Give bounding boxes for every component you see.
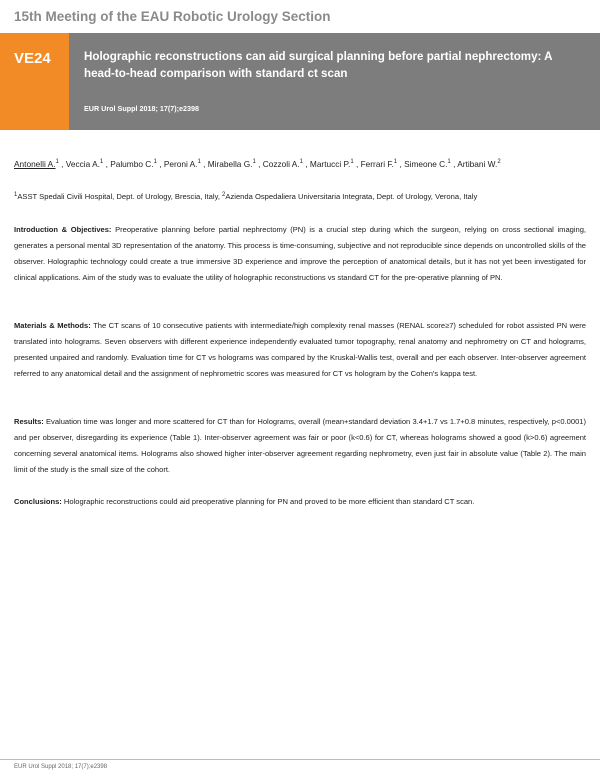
author-name: Mirabella G.	[207, 159, 253, 169]
author-affiliation-marker: 2	[497, 159, 501, 165]
author-affiliation-marker: 1	[447, 159, 451, 165]
affiliation-number: 1	[14, 192, 18, 198]
abstract-code-box	[0, 33, 69, 130]
author-affiliation-marker: 1	[299, 159, 303, 165]
section-heading: Introduction & Objectives:	[14, 225, 112, 234]
author-list: Antonelli A.$^1$ , Veccia A.$^1$ , Palumbo C.$^1$ , Peroni A.$^1$ , Mirabella G.$^1$ , Cozzoli A.$^1$ , Martucci P.$^1$ , Ferrari F.$^1$ , Simeone C.$^1$ , Artibani W.$^2$	[14, 159, 501, 169]
affiliation-list	[14, 192, 589, 201]
section-heading: Results:	[14, 417, 44, 426]
meeting-title: 15th Meeting of the EAU Robotic Urology Section	[14, 9, 331, 24]
affiliation-text: ASST Spedali Civili Hospital, Dept. of Urology, Brescia, Italy,	[17, 192, 223, 201]
section-body: Holographic reconstructions could aid preoperative planning for PN and proved to be more efficient than standard CT scan.	[63, 497, 475, 506]
author-affiliation-marker: 1	[197, 159, 201, 165]
footer-journal-reference: EUR Urol Suppl 2018; 17(7);e2398	[14, 764, 108, 770]
author-affiliation-marker: 1	[350, 159, 354, 165]
author-name: Artibani W.	[457, 159, 498, 169]
author-name: Martucci P.	[309, 159, 351, 169]
affiliation-text: Azienda Ospedaliera Universitaria Integrata, Dept. of Urology, Verona, Italy	[225, 192, 478, 201]
author-affiliation-marker: 1	[55, 159, 59, 165]
author-affiliation-marker: 1	[153, 159, 157, 165]
section-heading: Materials & Methods:	[14, 321, 91, 330]
section-results	[14, 414, 586, 478]
author-name: Peroni A.	[163, 159, 198, 169]
abstract-code: VE24	[14, 50, 51, 67]
author-name: Simeone C.	[404, 159, 448, 169]
section-conclusions	[14, 494, 586, 510]
author-name: Veccia A.	[65, 159, 100, 169]
section-introduction	[14, 222, 586, 286]
section-body: The CT scans of 10 consecutive patients with intermediate/high complexity renal masses (RENAL score≥7) scheduled for robot assisted PN were translated into holograms. Seven observers with different experience independently evaluated tumor topography, renal anatomy and nephrometry on CT and holograms, presented unpaired and randomly. Evaluation time for CT vs holograms was compared by the Kruskal-Wallis test, overall and per each observer. Inter-observer agreement referred to any anatomical detail and the assignment of nephrometric scores was measured for CT vs hologram by the Cohen's kappa test.	[14, 321, 586, 378]
affiliation-number: 2	[222, 192, 226, 198]
footer-divider	[0, 759, 600, 760]
author-affiliation-marker: 1	[252, 159, 256, 165]
author-affiliation-marker: 1	[99, 159, 104, 165]
author-affiliation-marker: 1	[393, 159, 398, 165]
section-methods	[14, 318, 586, 382]
abstract-header	[0, 33, 600, 130]
author-name: Ferrari F.	[360, 159, 394, 169]
section-body: Evaluation time was longer and more scattered for CT than for Holograms, overall (mean+standard deviation 3.4+1.7 vs 1.7+0.8 minutes, respectively, p<0.0001) and per observer, disregarding its experience (Table 1). Inter-observer agreement was fair or poor (k<0.6) for CT, whereas holograms showed a good (k>0.6) agreement concerning several anatomical items. Holograms also showed higher inter-observer agreement regarding nephrometry, even just fair in absolute value (Table 2). The main limit of the study is the small size of the cohort.	[14, 417, 586, 474]
author-name: Antonelli A.	[14, 159, 56, 169]
section-body: Preoperative planning before partial nephrectomy (PN) is a crucial step during which the surgeon, relying on cross sectional imaging, generates a personal mental 3D representation of the anatomy. This process is time-consuming, subjective and not reproducible since depends on uncontrolled skills of the observer. Holographic technology could create a true immersive 3D experience and improve the perception of anatomical details, but it has not yet been investigated for clinical applications. Aim of the study was to evaluate the utility of holographic reconstructions vs standard CT for the pre-operative planning of PN.	[14, 225, 587, 282]
abstract-title: Holographic reconstructions can aid surgical planning before partial nephrectomy: A head-to-head comparison with standard ct scan	[84, 50, 553, 80]
section-heading: Conclusions:	[14, 497, 62, 506]
author-name: Cozzoli A.	[262, 159, 300, 169]
journal-reference: EUR Urol Suppl 2018; 17(7);e2398	[84, 104, 200, 113]
author-name: Palumbo C.	[110, 159, 154, 169]
